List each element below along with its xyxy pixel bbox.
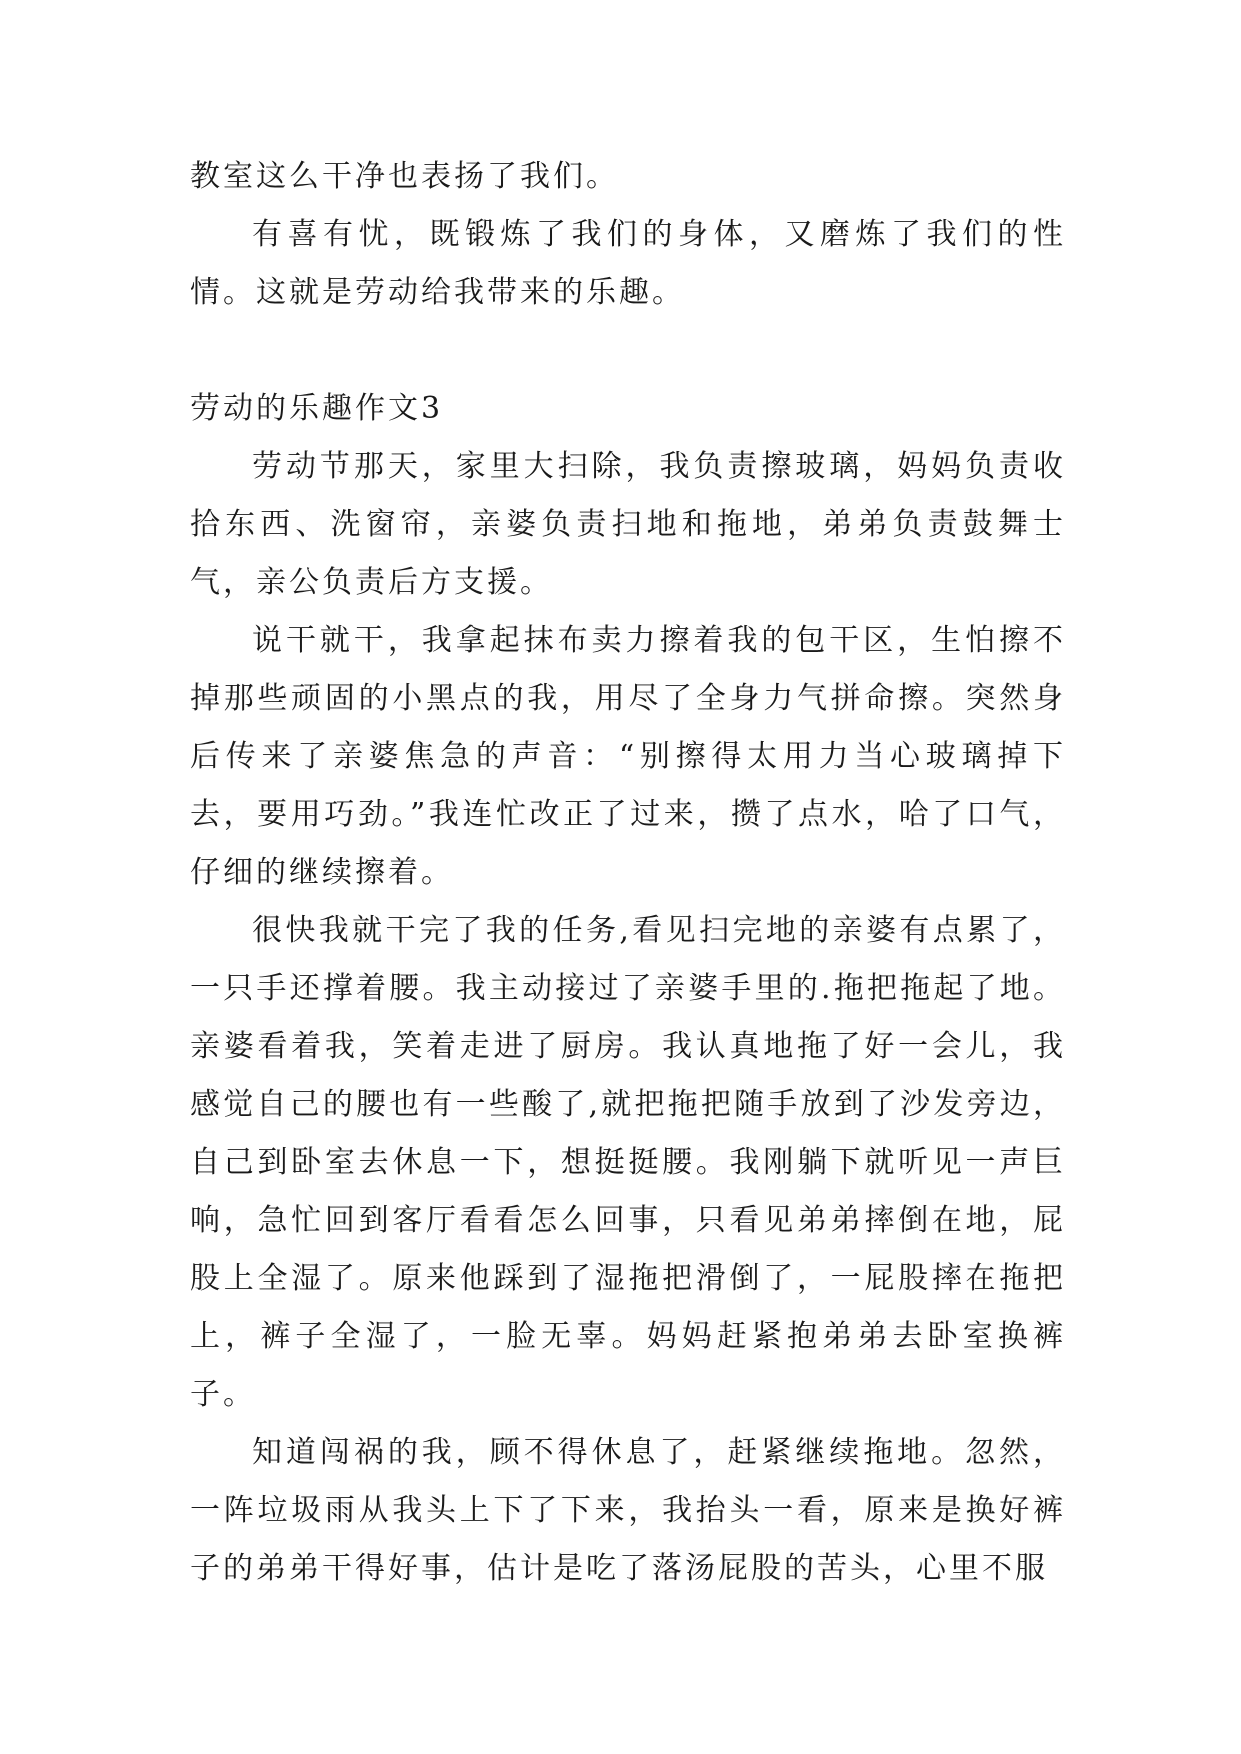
continuation-paragraph: 教室这么干净也表扬了我们。: [190, 159, 619, 194]
paragraph-garbage-rain: 知道闯祸的我，顾不得休息了，赶紧继续拖地。忽然，一阵垃圾雨从我头上下了下来，我抬头一看，原来是换好裤子的弟弟干得好事，估计是吃了落汤屁股的苦头，心里不服: [190, 1435, 1066, 1586]
paragraph-wiping-glass: 说干就干，我拿起抹布卖力擦着我的包干区，生怕擦不掉那些顽固的小黑点的我，用尽了全身力气拼命擦。突然身后传来了亲婆焦急的声音：“别擦得太用力当心玻璃掉下去，要用巧劲。”我连忙改正了过来，攒了点水，哈了口气，仔细的继续擦着。: [190, 623, 1066, 890]
paragraph-labor-day: 劳动节那天，家里大扫除，我负责擦玻璃，妈妈负责收拾东西、洗窗帘，亲婆负责扫地和拖地，弟弟负责鼓舞士气，亲公负责后方支援。: [190, 449, 1066, 600]
paragraph-mopping: 很快我就干完了我的任务,看见扫完地的亲婆有点累了，一只手还撑着腰。我主动接过了亲婆手里的.拖把拖起了地。亲婆看着我，笑着走进了厨房。我认真地拖了好一会儿，我感觉自己的腰也有一些酸了,就把拖把随手放到了沙发旁边，自己到卧室去休息一下，想挺挺腰。我刚躺下就听见一声巨响，急忙回到客厅看看怎么回事，只看见弟弟摔倒在地，屁股上全湿了。原来他踩到了湿拖把滑倒了，一屁股摔在拖把上，裤子全湿了，一脸无辜。妈妈赶紧抱弟弟去卧室换裤子。: [190, 913, 1066, 1412]
essay-heading: 劳动的乐趣作文3: [190, 391, 444, 426]
document-page: [190, 148, 1066, 1598]
paragraph-joy-and-worry: 有喜有忧，既锻炼了我们的身体，又磨炼了我们的性情。这就是劳动给我带来的乐趣。: [190, 217, 1066, 310]
section-spacer: [190, 322, 1066, 380]
